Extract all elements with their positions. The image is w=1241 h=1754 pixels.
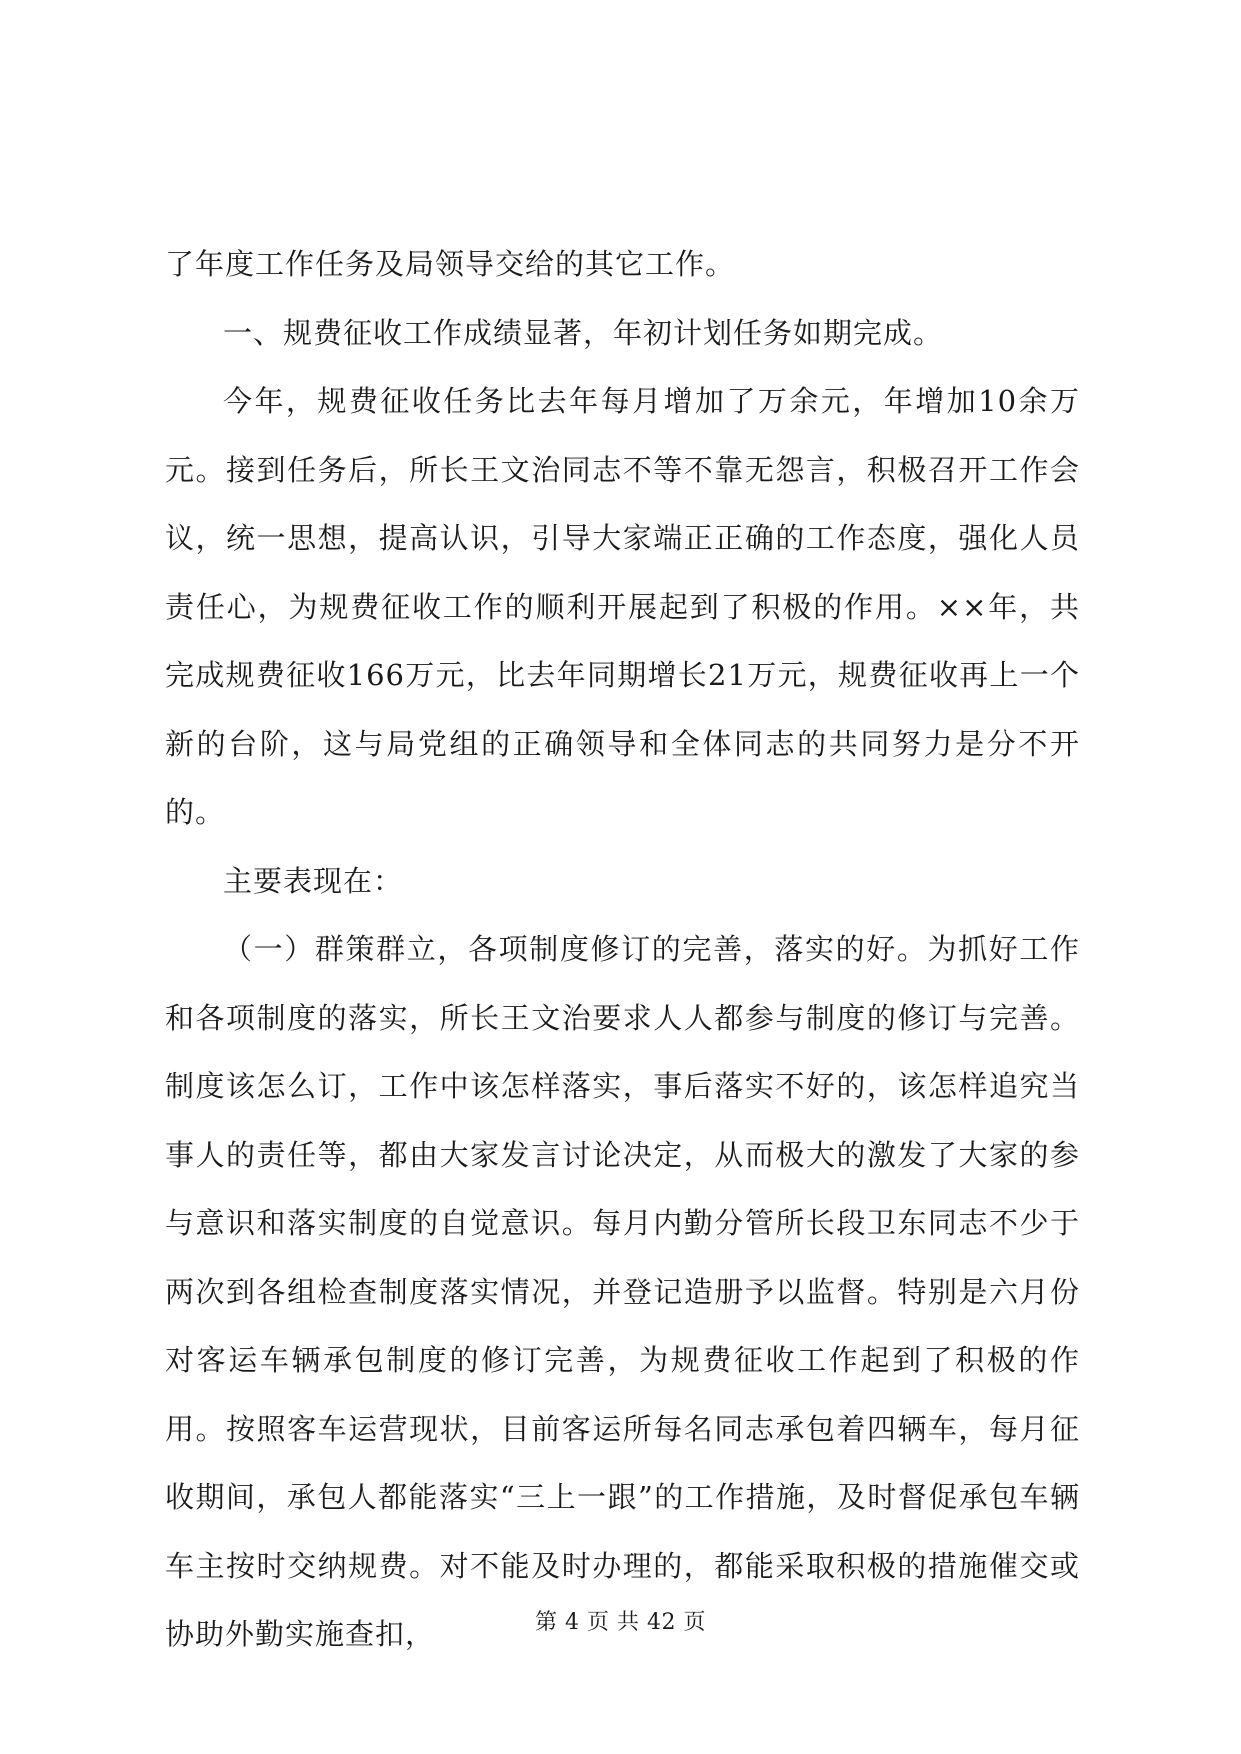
paragraph-continuation: 了年度工作任务及局领导交给的其它工作。	[165, 247, 736, 281]
document-body	[165, 230, 1080, 1669]
section-heading-1: 一、规费征收工作成绩显著，年初计划任务如期完成。	[223, 315, 944, 350]
paragraph-main-points: 主要表现在：	[223, 863, 404, 898]
paragraph-subsection-1: （一）群策群立，各项制度修订的完善，落实的好。为抓好工作和各项制度的落实，所长王文治要求人人都参与制度的修订与完善。制度该怎么订，工作中该怎样落实，事后落实不好的，该怎样追究当事人的责任等，都由大家发言讨论决定，从而极大的激发了大家的参与意识和落实制度的自觉意识。每月内勤分管所长段卫东同志不少于两次到各组检查制度落实情况，并登记造册予以监督。特别是六月份对客运车辆承包制度的修订完善，为规费征收工作起到了积极的作用。按照客车运营现状，目前客运所每名同志承包着四辆车，每月征收期间，承包人都能落实“三上一跟”的工作措施，及时督促承包车辆车主按时交纳规费。对不能及时办理的，都能采取积极的措施催交或协助外勤实施查扣，	[165, 932, 1080, 1651]
page-number-footer: 第 4 页 共 42 页	[535, 1610, 706, 1635]
paragraph-fee-collection: 今年，规费征收任务比去年每月增加了万余元，年增加10余万元。接到任务后，所长王文治同志不等不靠无怨言，积极召开工作会议，统一思想，提高认识，引导大家端正正确的工作态度，强化人员责任心，为规费征收工作的顺利开展起到了积极的作用。××年，共完成规费征收166万元，比去年同期增长21万元，规费征收再上一个新的台阶，这与局党组的正确领导和全体同志的共同努力是分不开的。	[165, 384, 1080, 829]
